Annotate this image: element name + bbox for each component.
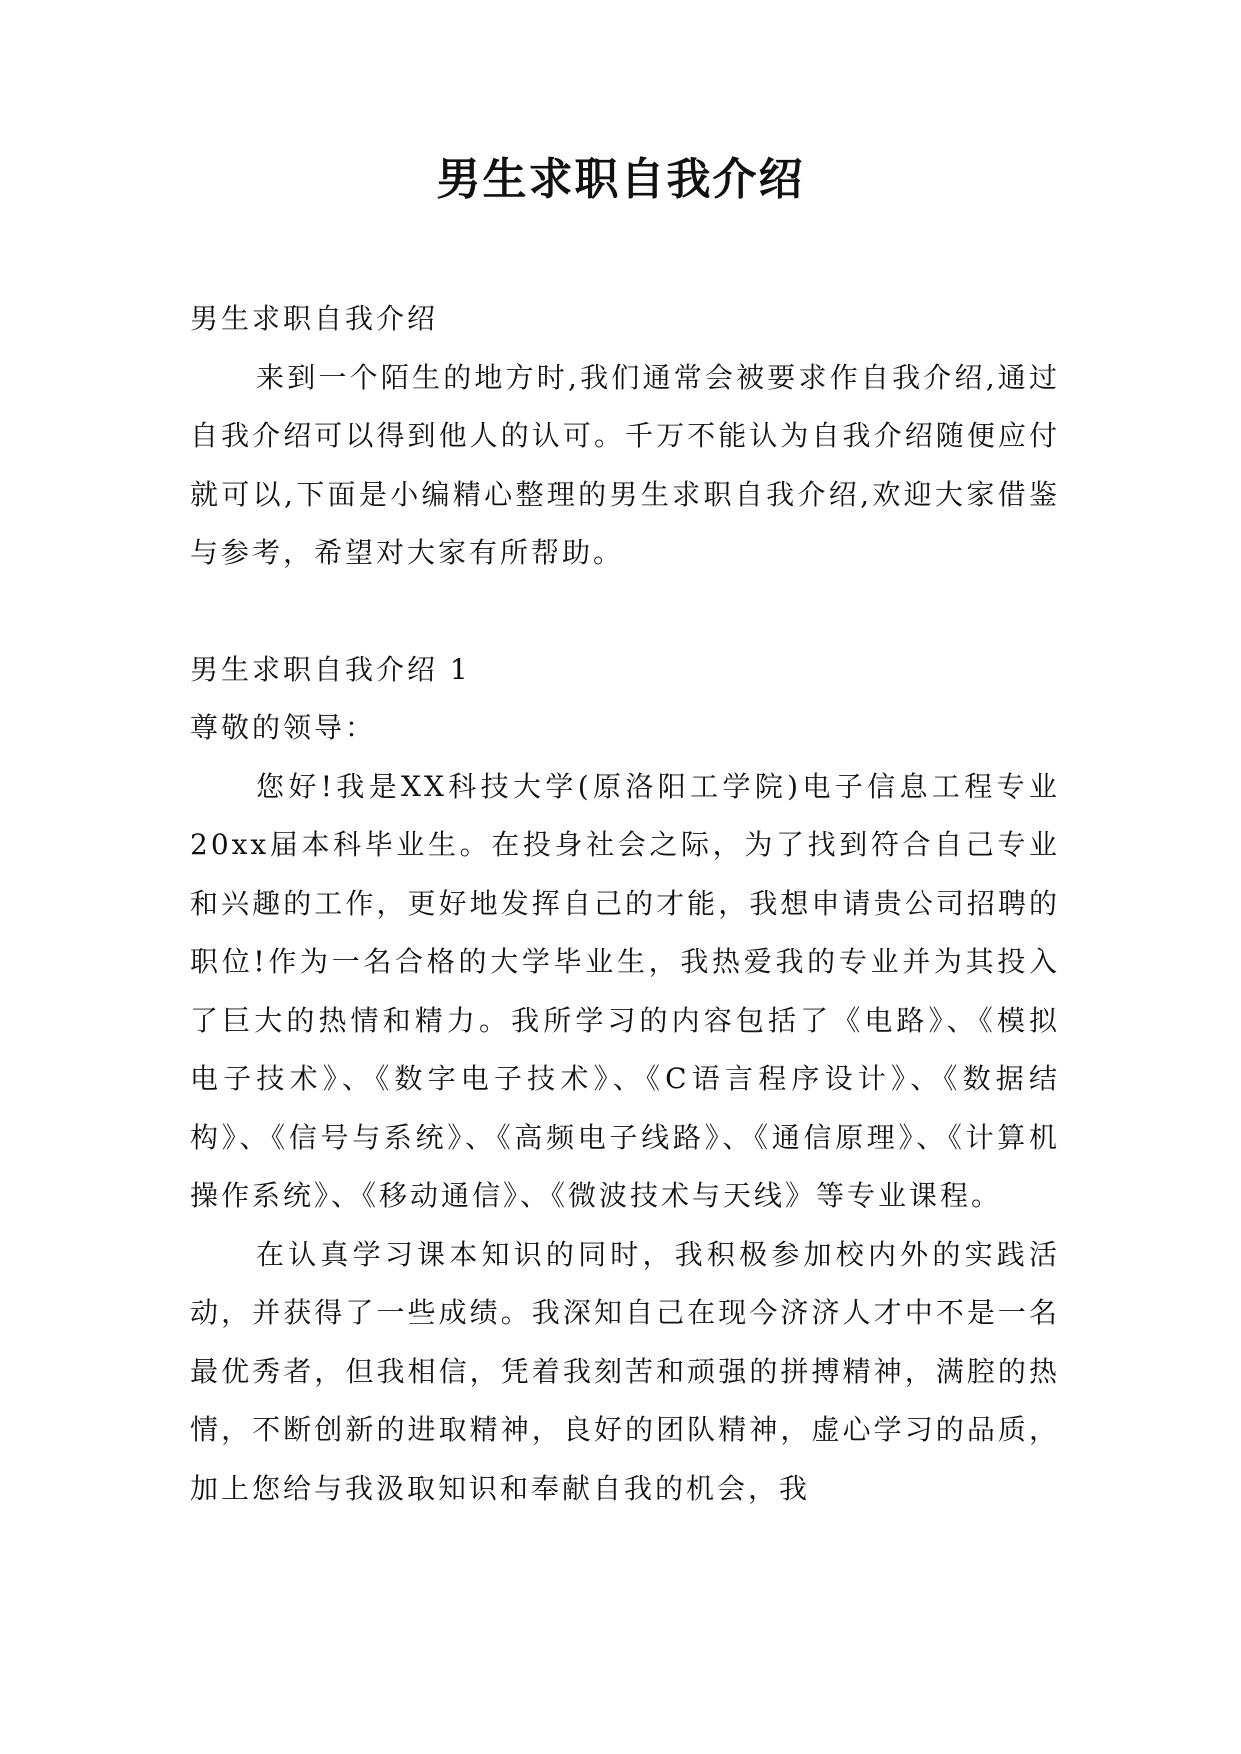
intro-paragraph: 来到一个陌生的地方时,我们通常会被要求作自我介绍,通过自我介绍可以得到他人的认可。千万不能认为自我介绍随便应付就可以,下面是小编精心整理的男生求职自我介绍,欢迎大家借鉴与参考，希望对大家有所帮助。	[190, 360, 1060, 569]
intro-heading: 男生求职自我介绍	[190, 302, 439, 335]
section-heading-1: 男生求职自我介绍 1	[190, 652, 471, 686]
document-title: 男生求职自我介绍	[436, 154, 805, 205]
body-paragraph-2: 在认真学习课本知识的同时，我积极参加校内外的实践活动，并获得了一些成绩。我深知自己在现今济济人才中不是一名最优秀者，但我相信，凭着我刻苦和顽强的拼搏精神，满腔的热情，不断创新的进取精神，良好的团队精神，虚心学习的品质，加上您给与我汲取知识和奉献自我的机会，我	[190, 1237, 1060, 1505]
salutation: 尊敬的领导：	[190, 711, 377, 744]
document-body	[190, 290, 1060, 1518]
body-paragraph-1: 您好!我是XX科技大学(原洛阳工学院)电子信息工程专业20xx届本科毕业生。在投身社会之际，为了找到符合自己专业和兴趣的工作，更好地发挥自己的才能，我想申请贵公司招聘的职位!作为一名合格的大学毕业生，我热爱我的专业并为其投入了巨大的热情和精力。我所学习的内容包括了《电路》、《模拟电子技术》、《数字电子技术》、《C语言程序设计》、《数据结构》、《信号与系统》、《高频电子线路》、《通信原理》、《计算机操作系统》、《移动通信》、《微波技术与天线》等专业课程。	[190, 769, 1060, 1212]
